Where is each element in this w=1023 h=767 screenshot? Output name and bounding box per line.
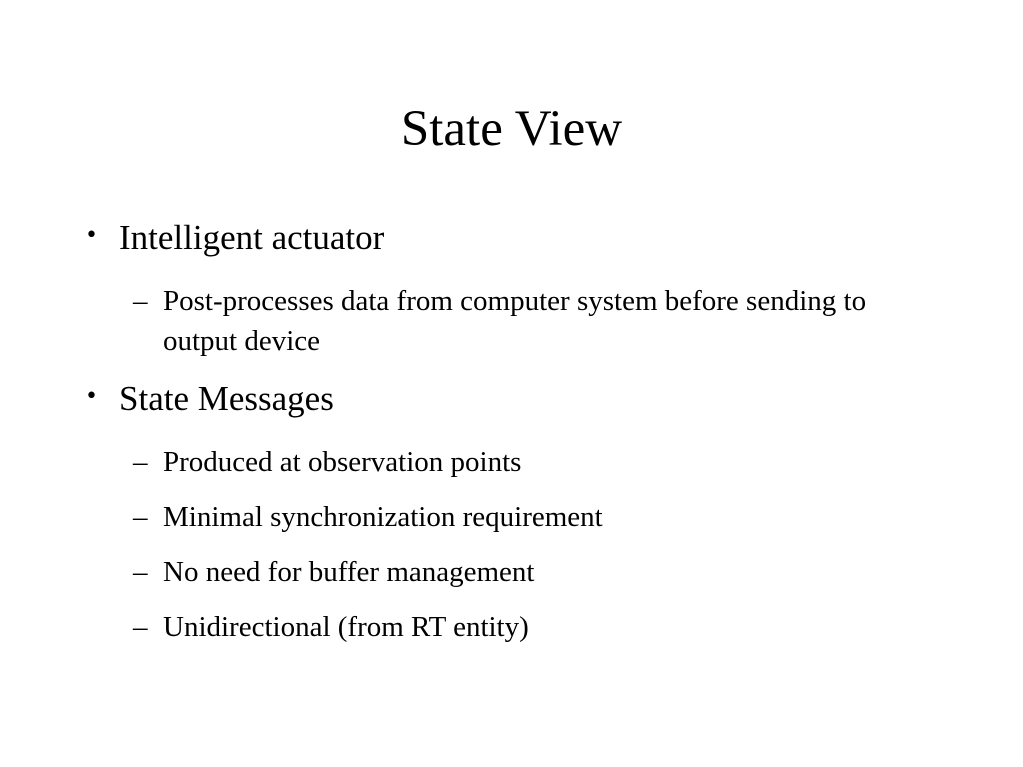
bullet-text: Intelligent actuator <box>119 218 385 257</box>
sub-bullet-text: Minimal synchronization requirement <box>163 501 603 533</box>
dash-icon: – <box>133 285 148 317</box>
bullet-icon: • <box>85 223 98 248</box>
sub-bullet-text: Post-processes data from computer system before sending to output device <box>163 285 867 357</box>
dash-icon: – <box>133 556 148 588</box>
slide-title: State View <box>400 101 623 157</box>
sub-bullet-text: Produced at observation points <box>163 446 522 478</box>
dash-icon: – <box>133 611 148 643</box>
sub-bullet-text: Unidirectional (from RT entity) <box>163 611 529 643</box>
bullet-icon: • <box>85 384 98 409</box>
dash-icon: – <box>133 446 148 478</box>
bullet-text: State Messages <box>119 379 334 418</box>
dash-icon: – <box>133 501 148 533</box>
sub-bullet-text: No need for buffer management <box>163 556 535 588</box>
